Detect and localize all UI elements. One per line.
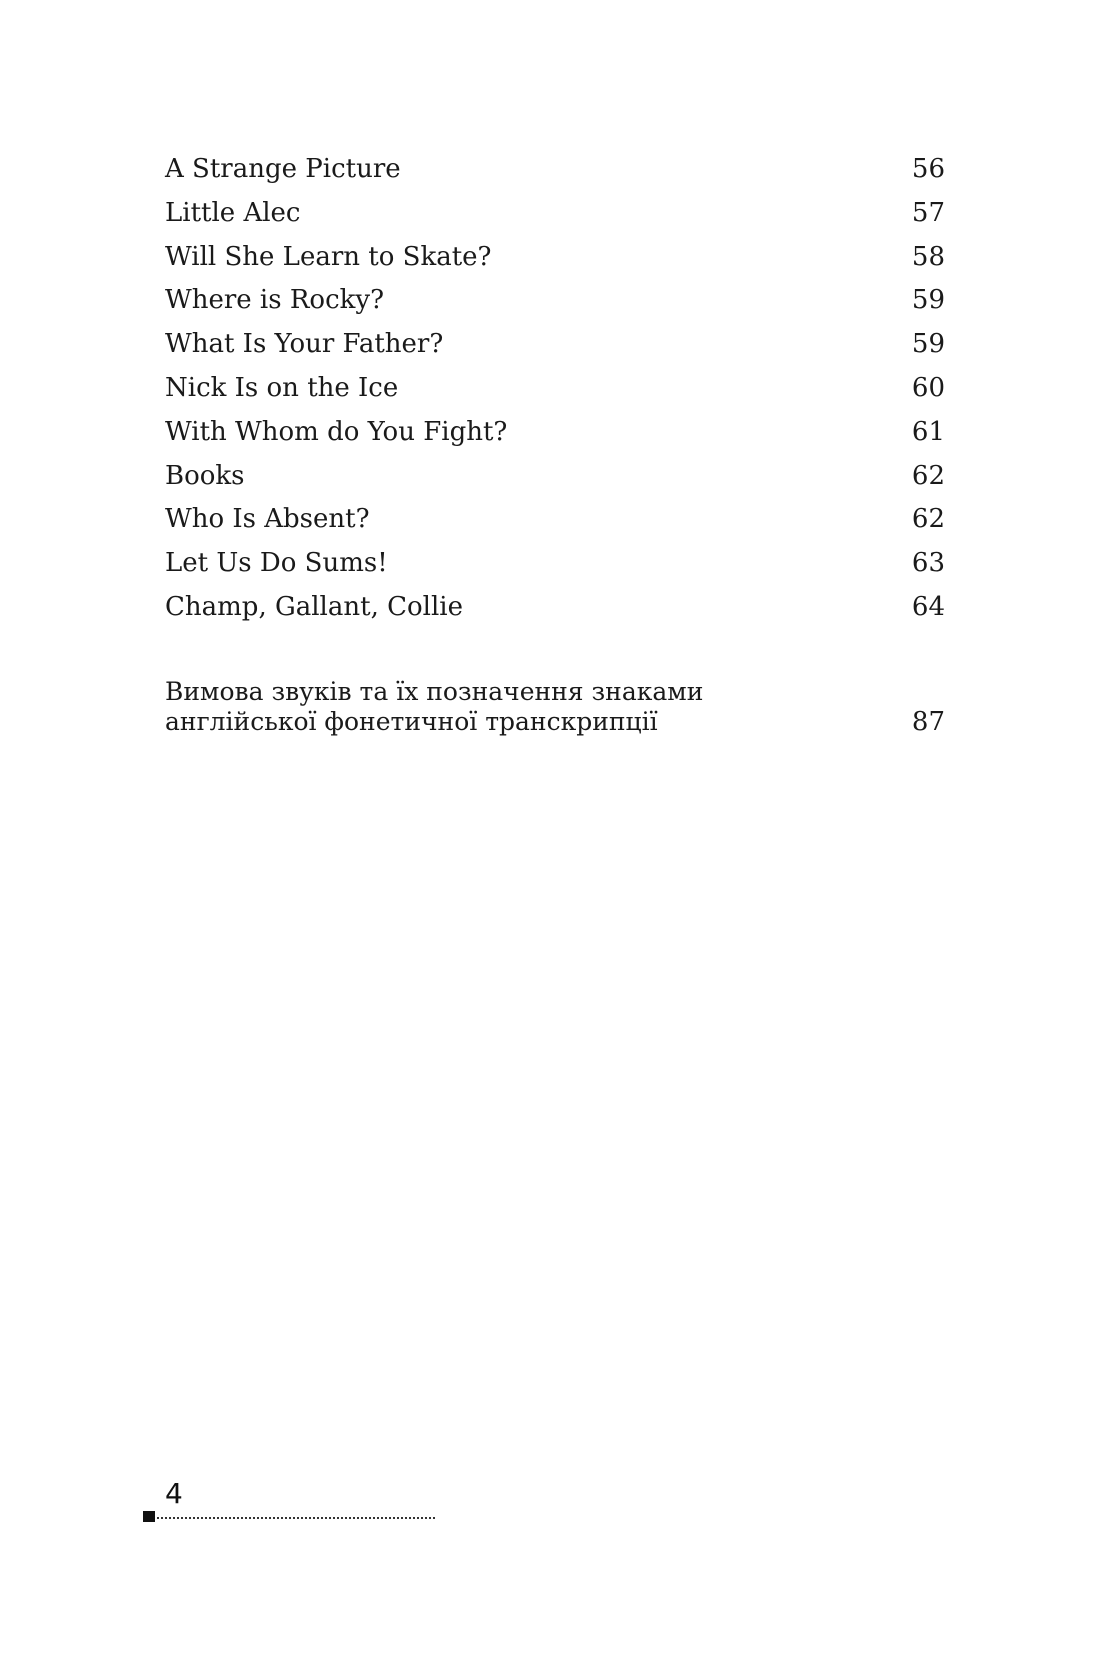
toc-appendix-title <box>165 677 703 737</box>
toc-entry[interactable] <box>165 455 945 499</box>
toc-appendix-title-line: Вимова звуків та їх позначення знаками <box>165 677 704 706</box>
toc-entry-title: Nick Is on the Ice <box>165 372 399 403</box>
toc-entry-page: 59 <box>911 329 945 360</box>
toc-entry-title: What Is Your Father? <box>165 329 444 360</box>
toc-entry[interactable] <box>165 542 945 586</box>
toc-appendix-page: 87 <box>911 707 945 737</box>
toc-entry-title: Books <box>165 460 245 491</box>
footer-square-marker <box>143 1511 155 1522</box>
toc-entry[interactable] <box>165 367 945 411</box>
toc-entry-page: 63 <box>911 548 945 579</box>
toc-appendix-title-line: англійської фонетичної транскрипції <box>165 707 658 736</box>
toc-entry[interactable] <box>165 279 945 323</box>
toc-entry-title: Champ, Gallant, Collie <box>165 591 463 622</box>
toc-entry[interactable] <box>165 498 945 542</box>
toc-entry[interactable] <box>165 192 945 236</box>
toc-entry-page: 64 <box>911 591 945 622</box>
toc-entry-title: Let Us Do Sums! <box>165 548 388 579</box>
toc-entry-title: Little Alec <box>165 197 301 228</box>
toc-entry-title: Will She Learn to Skate? <box>165 241 492 272</box>
toc-entry-title: A Strange Picture <box>165 154 401 184</box>
table-of-contents <box>165 148 945 630</box>
toc-entry-title: Where is Rocky? <box>165 285 385 316</box>
toc-entry-title: With Whom do You Fight? <box>165 416 508 447</box>
toc-entry-page: 58 <box>911 241 945 272</box>
footer-dotted-rule <box>157 1517 435 1519</box>
toc-entry-page: 61 <box>911 416 945 447</box>
toc-entry-page: 60 <box>911 372 945 403</box>
toc-entry-page: 57 <box>911 197 945 228</box>
toc-entry[interactable] <box>165 411 945 455</box>
toc-entry[interactable] <box>165 586 945 630</box>
page-number: 4 <box>165 1477 183 1510</box>
toc-entry-page: 59 <box>911 285 945 316</box>
toc-entry-page: 62 <box>911 504 945 535</box>
toc-appendix-entry[interactable] <box>165 677 945 737</box>
toc-entry-title: Who Is Absent? <box>165 504 370 535</box>
toc-entry-page: 62 <box>911 460 945 491</box>
toc-entry-page: 56 <box>911 154 945 184</box>
toc-entry[interactable] <box>165 148 945 192</box>
toc-entry[interactable] <box>165 236 945 280</box>
toc-entry[interactable] <box>165 323 945 367</box>
